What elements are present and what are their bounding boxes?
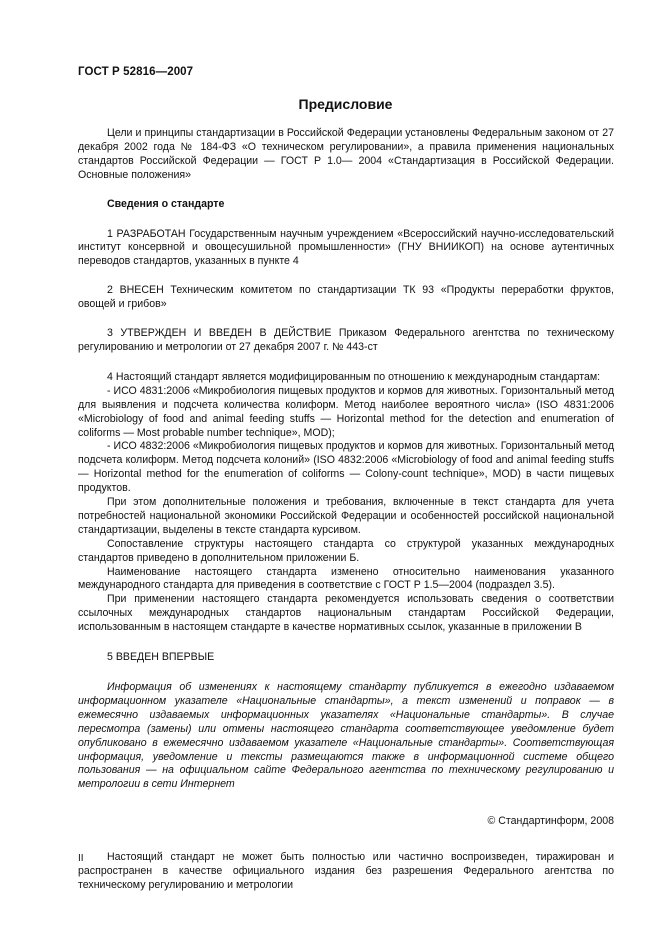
standard-code-header: ГОСТ Р 52816—2007 <box>78 66 194 78</box>
copyright-line: © Стандартинформ, 2008 <box>487 815 614 828</box>
preface-title: Предисловие <box>298 96 393 112</box>
changes-notice: Информация об изменениях к настоящему стандарту публикуется в ежегодно издаваемом информационном указателе «Национальные стандарты», а текст изменений и поправок — в ежемесячно издаваемых информационных указателях «Национальные стандарты». В случае пересмотра (замены) или отмены настоящего стандарта соответствующее уведомление будет опубликовано в ежемесячно издаваемом указателе «Национальные стандарты». Соответствующая информация, уведомление и тексты размещаются также в информационной системе общего пользования — на официальном сайте Федерального агентства по техническому регулированию и метрологии в сети Интернет <box>78 681 614 791</box>
item-4-iso-4831: - ИСО 4831:2006 «Микробиология пищевых продуктов и кормов для животных. Горизонтальный метод для выявления и подсчета количества колиформ. Метод наиболее вероятного числа» (ISO 4831:2006 «Microbiology of food and animal feeding stuffs — Horizontal method for the detection and enumeration of coliforms — Most probable number technique», MOD); <box>78 384 614 439</box>
item-4-references: При применении настоящего стандарта рекомендуется использовать сведения о соответствии ссылочных международных стандартов национальным стандартам Российской Федерации, использованным в настоящем стандарте в качестве нормативных ссылок, указанные в приложении В <box>78 593 614 634</box>
intro-paragraph: Цели и принципы стандартизации в Российской Федерации установлены Федеральным законом от 27 декабря 2002 года № 184-ФЗ «О техническом регулировании», а правила применения национальных стандартов Российской Федерации — ГОСТ Р 1.0— 2004 «Стандартизация в Российской Федерации. Основные положения» <box>78 127 614 181</box>
item-2-submitted: 2 ВНЕСЕН Техническим комитетом по стандартизации ТК 93 «Продукты переработки фруктов, овощей и грибов» <box>78 284 614 311</box>
item-4-additional-provisions: При этом дополнительные положения и требования, включенные в текст стандарта для учета потребностей национальной экономики Российской Федерации и особенностей российской национальной стандартизации, выделены в тексте стандарта курсивом. <box>78 496 614 536</box>
preface-body <box>78 127 614 893</box>
item-4-iso-4832: - ИСО 4832:2006 «Микробиология пищевых продуктов и кормов для животных. Горизонтальный метод подсчета колиформ. Метод подсчета колоний» (ISO 4832:2006 «Microbiology of food and animal feeding stuffs — Horizontal method for the enumeration of coliforms — Colony-count technique», MOD) в части пищевых продуктов. <box>78 440 614 495</box>
item-5-introduced-first: 5 ВВЕДЕН ВПЕРВЫЕ <box>107 651 215 664</box>
reproduction-notice: Настоящий стандарт не может быть полностью или частично воспроизведен, тиражирован и распространен в качестве официального издания без разрешения Федерального агентства по техническому регулированию и метрологии <box>78 851 614 891</box>
page-number: II <box>78 853 84 864</box>
about-standard-heading: Сведения о стандарте <box>107 197 225 210</box>
item-4-name-change: Наименование настоящего стандарта изменено относительно наименования указанного международного стандарта для приведения в соответствие с ГОСТ Р 1.5—2004 (подраздел 3.5). <box>78 565 614 592</box>
item-3-approved: 3 УТВЕРЖДЕН И ВВЕДЕН В ДЕЙСТВИЕ Приказом Федерального агентства по техническому регулированию и метрологии от 27 декабря 2007 г. № 443-ст <box>78 327 614 353</box>
item-1-developed: 1 РАЗРАБОТАН Государственным научным учреждением «Всероссийский научно-исследовательский институт консервной и овощесушильной промышленности» (ГНУ ВНИИКОП) на основе аутентичных переводов стандартов, указанных в пункте 4 <box>78 227 614 268</box>
item-4-modified: 4 Настоящий стандарт является модифицированным по отношению к международным стандартам: <box>107 370 601 383</box>
item-4-structure-comparison: Сопоставление структуры настоящего стандарта со структурой указанных международных стандартов приведено в дополнительном приложении Б. <box>78 537 614 564</box>
